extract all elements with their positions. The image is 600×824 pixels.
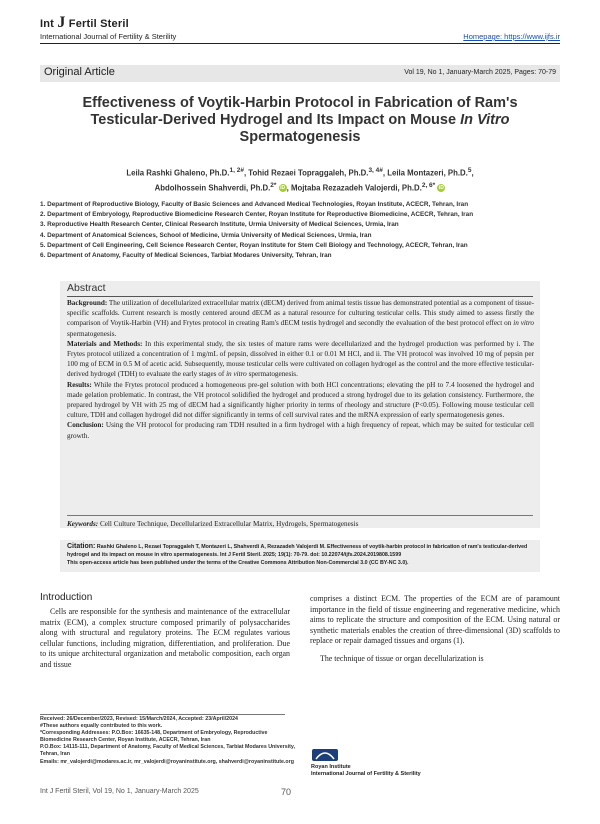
journal-full-name: International Journal of Fertility & Sterility: [40, 32, 177, 41]
header-divider: [40, 43, 560, 44]
article-type: Original Article: [44, 66, 115, 78]
affiliation-item: 5. Department of Cell Engineering, Cell Science Research Center, Royan Institute for Stem Cell Biology and Technology, ACECR, Tehran, Iran: [40, 241, 468, 249]
methods-label: Materials and Methods:: [67, 339, 143, 348]
logo-j: J: [57, 14, 66, 31]
results-label: Results:: [67, 380, 92, 389]
conclusion-text: Using the VH protocol for producing ram TDH resulted in a firm hydrogel with a high frequency of repeat, which may be suited for testicular cell growth.: [67, 421, 534, 440]
author-sup: 5: [467, 167, 472, 174]
methods-italic: in vitro: [226, 370, 247, 379]
author-name: Abdolhossein Shahverdi, Ph.D.: [154, 183, 271, 193]
orcid-icon[interactable]: iD: [280, 185, 286, 192]
author-sup: 3, 4#: [368, 167, 383, 174]
footnotes: [40, 716, 295, 766]
keywords-text: Cell Culture Technique, Decellularized Extracellular Matrix, Hydrogels, Spermatogenesis: [98, 520, 359, 528]
keywords-label: Keywords:: [67, 520, 99, 528]
royan-text: [311, 764, 421, 778]
keywords-divider: [67, 515, 533, 516]
author-name: Leila Rashki Ghaleno, Ph.D.: [126, 168, 230, 178]
homepage-link[interactable]: [463, 32, 560, 41]
abstract-methods: [67, 339, 534, 380]
page-number: 70: [281, 787, 292, 797]
author-name: Leila Montazeri, Ph.D.: [387, 168, 468, 178]
intro-right-column: [310, 594, 560, 664]
affiliation-item: 1. Department of Reproductive Biology, Faculty of Basic Sciences and Advanced Medical Technologies, Royan Institute, ACECR, Tehran, Iran: [40, 201, 469, 208]
intro-paragraph: Cells are responsible for the synthesis and maintenance of the extracellular matrix (ECM), a complex structure composed primarily of polysaccharides along with structural and regulatory proteins. The ECM regulates various cellular functions, including migration, differentiation, and proliferation. Due to its unique architectural organization and metabolic composition, each organ and tissue: [40, 607, 290, 669]
homepage-anchor[interactable]: Homepage: https://www.ijfs.ir: [463, 32, 560, 41]
background-text-end: spermatogenesis.: [67, 329, 117, 338]
results-text: While the Frytes protocol produced a homogeneous pre-gel solution with both HCl concentrations; elevating the pH to 7.4 loosened the hydrogel and made gelation problematic. In contrast, the VH protocol solidified the hydrogel and produced a strong hydrogel due to its gelation consistency. Furthermore, the prepared hydrogel by VH with 25 mg of dECM had a significantly higher priority in terms of rheology and structure (P<0.05). Following mouse testicular cell culture, TDH and collagen hydrogel did not differ significantly in terms of cell survival rates and the mRNA expression of early spermatogenesis genes.: [67, 380, 534, 420]
intro-paragraph: The technique of tissue or organ decellularization is: [320, 653, 484, 663]
citation-license: [67, 559, 533, 567]
methods-text-end: spermatogenesis.: [246, 370, 298, 379]
title-line-2: [60, 112, 540, 129]
royan-logo-icon: [311, 747, 339, 763]
author-line-2: Abdolhossein Shahverdi, Ph.D.$^{2*}$ iD , Mojtaba Rezazadeh Valojerdi, Ph.D.$^{2, 6*}$ iD: [154, 181, 444, 193]
author-name: Mojtaba Rezazadeh Valojerdi, Ph.D.: [290, 183, 422, 193]
citation: [67, 543, 533, 567]
footnote-divider: [40, 714, 285, 715]
introduction-heading: Introduction: [40, 592, 93, 603]
affiliation-item: 4. Department of Anatomical Sciences, School of Medicine, Urmia University of Medical Sciences, Urmia, Iran: [40, 231, 372, 239]
footer-journal-info: Int J Fertil Steril, Vol 19, No 1, January-March 2025: [40, 788, 199, 795]
logo-int: Int: [40, 18, 55, 30]
received-dates: Received: 26/December/2023, Revised: 15/March/2024, Accepted: 23/April/2024: [40, 716, 238, 722]
title-line-1: Effectiveness of Voytik-Harbin Protocol in Fabrication of Ram's: [82, 95, 518, 111]
background-label: Background:: [67, 299, 108, 307]
corresponding-address: *Corresponding Addresses: P.O.Box: 16635-148, Department of Embryology, Reproductive Biomedicine Research Center, Royan Institute, ACECR, Tehran, Iran: [40, 730, 268, 744]
volume-line: Vol 19, No 1, January-March 2025, Pages: 70-79: [404, 69, 556, 76]
author-line-1: Leila Rashki Ghaleno, Ph.D.$^{1, 2\#}$, Tohid Rezaei Topraggaleh, Ph.D.$^{3, 4\#}$, Leila Montazeri, Ph.D.$^5$,: [126, 167, 474, 178]
author-sup: 2*: [270, 181, 277, 189]
abstract-divider: [67, 296, 533, 297]
author-name: Tohid Rezaei Topraggaleh, Ph.D.: [248, 168, 369, 178]
journal-logo: [40, 14, 129, 32]
keywords: [67, 520, 358, 528]
affiliation-item: 6. Department of Anatomy, Faculty of Medical Sciences, Tarbiat Modares University, Tehran, Iran: [40, 252, 332, 260]
logo-rest: Fertil Steril: [68, 18, 129, 30]
title-line-2-italic: In Vitro: [460, 112, 510, 128]
orcid-icon[interactable]: iD: [438, 185, 444, 192]
emails[interactable]: Emails: mr_valojerdi@modares.ac.ir, mr_valojerdi@royaninstitute.org, shahverdi@royaninstitute.org: [40, 758, 294, 765]
royan-journal: International Journal of Fertility & Sterility: [311, 771, 421, 777]
conclusion-label: Conclusion:: [67, 421, 104, 430]
second-address: P.O.Box: 14115-111, Department of Anatomy, Faculty of Medical Sciences, Tarbiat Modares University, Tehran, Iran: [40, 744, 295, 758]
background-italic: in vitro: [513, 319, 535, 328]
intro-paragraph: comprises a distinct ECM. The properties of the ECM are of paramount importance in the field of tissue engineering and regenerative medicine, which aims to replicate the structure and composition of the ECM. Using natural or synthetic materials enables the creation of three-dimensional (3D) scaffolds to replace or repair damaged tissues and organs (1).: [310, 594, 560, 645]
citation-line: [67, 543, 533, 559]
author-sup: 2, 6*: [421, 181, 436, 189]
abstract-results: [67, 380, 534, 421]
background-text: The utilization of decellularized extracellular matrix (dECM) derived from animal testis tissue has demonstrated potential as a component of tissue-specific scaffolds. Current research is mostly centered around dECM as a natural resource for culturing testicular cells. This study aimed to assess firstly the comparison of Voytik-Harbin (VH) and Frytes protocol in creating Ram's dECM testis hydrogel and secondly the evaluation of the best protocol effect on: [67, 299, 534, 328]
intro-left-column: [40, 607, 290, 670]
title-line-3: Spermatogenesis: [239, 129, 361, 145]
equal-contribution: #These authors equally contributed to this work.: [40, 723, 163, 730]
author-list: [60, 165, 540, 194]
royan-name: Royan Institute: [311, 764, 351, 770]
abstract-background: [67, 298, 534, 339]
methods-text: In this experimental study, the six testes of mature rams were decellularized and the hydrogel production was performed by i. The Frytes protocol utilized a concentration of 1 mg/mL of pepsin, dissolved in either 0.1 or 0.01 M HCl, and ii. The VH protocol was involved 10 mg of pepsin per 100 mg of ECM in 0.5 M of acetic acid. Subsequently, mouse testicular cells were cultivated on collagen hydrogel as the control and the more effective testicular-derived hydrogel (TDH) to evaluate the early stages of: [67, 339, 534, 379]
title-line-2-text: Testicular-Derived Hydrogel and Its Impact on Mouse: [90, 112, 461, 128]
affiliation-item: 3. Reproductive Health Research Center, Clinical Research Institute, Urmia University of Medical Sciences, Urmia, Iran: [40, 221, 399, 229]
citation-label: Citation:: [67, 543, 96, 550]
affiliation-list: [40, 200, 560, 261]
abstract-conclusion: [67, 420, 534, 440]
license-text: This open-access article has been published under the terms of the Creative Commons Attribution Non-Commercial 3.0 (CC BY-NC 3.0).: [67, 560, 409, 566]
citation-text: Rashki Ghaleno L, Rezaei Topraggaleh T, Montazeri L, Shahverdi A, Rezazadeh Valojerdi M. Effectiveness of voytik-harbin protocol in fabrication of ram's testicular-derived hydrogel and its impact on mouse in vitro spermatogenesis. Int J Fertil Steril. 2025; 19(1): 70-79. doi: 10.22074/ijfs.2024.2019808.1599: [67, 544, 528, 558]
abstract-body: [67, 298, 534, 441]
author-sup: 1, 2#: [229, 167, 244, 174]
abstract-heading: Abstract: [67, 282, 106, 294]
article-title: [60, 95, 540, 146]
affiliation-item: 2. Department of Embryology, Reproductive Biomedicine Research Center, Royan Institute for Reproductive Biomedicine, ACECR, Tehran, Iran: [40, 211, 474, 219]
